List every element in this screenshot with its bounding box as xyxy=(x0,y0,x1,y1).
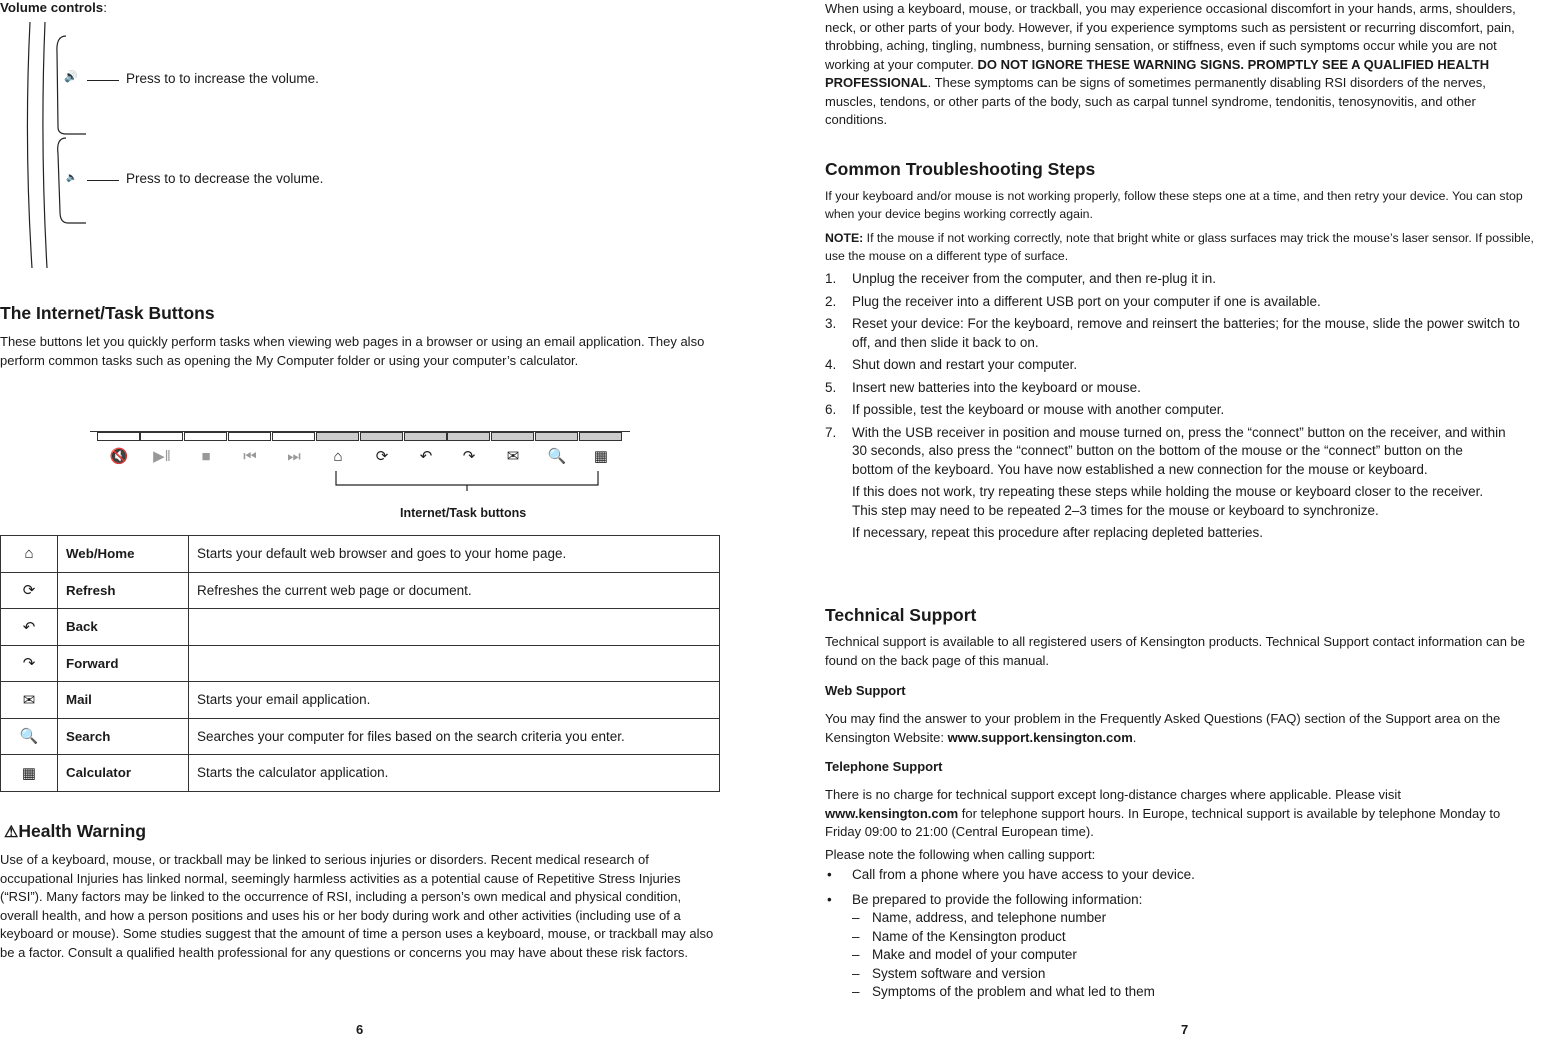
list-item: 2. Plug the receiver into a different USB port on your computer if one is available. xyxy=(825,293,1321,309)
internet-buttons-label: Internet/Task buttons xyxy=(400,506,527,520)
home-icon: ⌂ xyxy=(1,536,58,573)
home-icon: ⌂ xyxy=(333,448,343,465)
list-item: – Make and model of your computer xyxy=(852,947,1077,962)
button-description: Starts the calculator application. xyxy=(189,755,720,792)
list-item: – Name, address, and telephone number xyxy=(852,910,1107,925)
web-support-text: You may find the answer to your problem in the Frequently Asked Questions (FAQ) section of the Support area on the Kensington Website: www.support.kensington.com. xyxy=(825,711,1501,745)
button-name: Calculator xyxy=(58,755,189,792)
list-item: – System software and version xyxy=(852,965,1046,981)
health-warning-continued: When using a keyboard, mouse, or trackball, you may experience occasional discomfort in your hands, arms, shoulders, neck, or other parts of your body. However, if you experience symptoms such as persistent or recurring discomfort, pain, throbbing, aching, tingling, numbness, burning sensation, or stiffness, even if such symptoms occur while you are not working at your computer. DO NOT IGNORE THESE WARNING SIGNS. PROMPTLY SEE A QUALIFIED HEALTH PROFESSIONAL. These symptoms can be signs of sometimes permanently disabling RSI disorders of the nerves, muscles, tendons, or other parts of the body, such as carpal tunnel syndrome, tendonitis, tenosynovitis, and other conditions. xyxy=(825,1,1516,127)
next-icon: ⏭ xyxy=(287,448,301,465)
volume-up-label: Press to to increase the volume. xyxy=(126,71,319,86)
table-row xyxy=(1,755,720,792)
volume-down-label: Press to to decrease the volume. xyxy=(126,171,324,186)
list-item: 7. With the USB receiver in position and mouse turned on, press the “connect” button on the receiver, and within 30 seconds, also press the “connect” button on the bottom of the mouse or the “connect” button on the bottom of the keyboard. You have now established a new connection for the mouse or keyboard. xyxy=(825,424,1506,477)
telephone-support-text: There is no charge for technical support except long-distance charges where applicable. Please visit www.kensington.com for telephone support hours. In Europe, technical support is available by telephone Monday to Friday 09:00 to 21:00 (Central European time). xyxy=(825,787,1501,839)
refresh-icon: ⟳ xyxy=(1,572,58,609)
forward-icon: ↷ xyxy=(462,448,476,465)
mail-icon: ✉ xyxy=(506,448,520,465)
list-item: 6. If possible, test the keyboard or mouse with another computer. xyxy=(825,402,1225,417)
button-description xyxy=(189,645,720,682)
troubleshooting-intro: If your keyboard and/or mouse is not working properly, follow these steps one at a time, and then retry your device. You can stop when your device begins working correctly again. xyxy=(825,189,1523,221)
speaker-loud-icon: 🔊 xyxy=(64,71,78,83)
internet-buttons-intro: These buttons let you quickly perform tasks when viewing web pages in a browser or using an email application. They also perform common tasks such as opening the My Computer folder or using your computer’s calculator. xyxy=(0,334,705,368)
keyboard-strip-diagram xyxy=(90,424,630,504)
troubleshooting-steps xyxy=(825,270,1537,547)
right-page xyxy=(825,0,1537,1040)
key-7 xyxy=(360,432,403,441)
key-1 xyxy=(97,432,140,441)
kensington-url-link[interactable]: www.kensington.com xyxy=(825,805,959,821)
calculator-icon: ▦ xyxy=(1,755,58,792)
troubleshooting-note: NOTE: If the mouse if not working correctly, note that bright white or glass surfaces may trick the mouse’s laser sensor. If possible, use the mouse on a different type of surface. xyxy=(825,231,1534,263)
web-support-heading: Web Support xyxy=(825,683,906,698)
table-row xyxy=(1,645,720,682)
volume-diagram xyxy=(20,22,100,268)
page-number: 6 xyxy=(356,1022,364,1037)
key-6 xyxy=(316,432,359,441)
internet-buttons-table xyxy=(0,535,720,792)
internet-buttons-heading: The Internet/Task Buttons xyxy=(0,303,215,323)
search-icon: 🔍 xyxy=(547,448,567,465)
left-page xyxy=(0,0,760,1040)
list-item: 5. Insert new batteries into the keyboard or mouse. xyxy=(825,379,1141,395)
search-icon: 🔍 xyxy=(1,718,58,755)
button-description: Searches your computer for files based on the search criteria you enter. xyxy=(189,718,720,755)
back-icon: ↶ xyxy=(1,609,58,646)
technical-support-heading: Technical Support xyxy=(825,605,977,625)
volume-up-callout-line xyxy=(87,80,119,81)
button-name: Back xyxy=(58,609,189,646)
button-description: Refreshes the current web page or document. xyxy=(189,572,720,609)
key-11 xyxy=(535,432,578,441)
troubleshooting-retry: If this does not work, try repeating these steps while holding the mouse or keyboard closer to the receiver. This step may need to be repeated 2–3 times for the mouse or keyboard to synchronize. xyxy=(852,484,1484,518)
forward-icon: ↷ xyxy=(1,645,58,682)
button-name: Forward xyxy=(58,645,189,682)
health-warning-text: Use of a keyboard, mouse, or trackball may be linked to serious injuries or disorders. Recent medical research of occupational Injuries has linked normal, seemingly harmless activities as a potential cause of Repetitive Stress Injuries (“RSI”). Many factors may be linked to the occurrence of RSI, including a person’s own medical and physical condition, overall health, and how a person positions and uses his or her body during work and other activities (including use of a keyboard or mouse). Some studies suggest that the amount of time a person uses a keyboard, mouse, or trackball may also be a factor. Consult a qualified health professional for any questions or concerns you may have about these risk factors. xyxy=(0,852,714,960)
list-item: • Call from a phone where you have access to your device. xyxy=(827,867,1195,882)
troubleshooting-heading: Common Troubleshooting Steps xyxy=(825,159,1096,179)
troubleshooting-batteries: If necessary, repeat this procedure after replacing depleted batteries. xyxy=(852,525,1263,540)
button-description: Starts your default web browser and goes to your home page. xyxy=(189,536,720,573)
key-10 xyxy=(491,432,534,441)
list-item: 3. Reset your device: For the keyboard, remove and reinsert the batteries; for the mouse, slide the power switch to off, and then slide it back to on. xyxy=(825,316,1520,350)
table-row xyxy=(1,609,720,646)
button-name: Mail xyxy=(58,682,189,719)
health-warning-heading: ⚠Health Warning xyxy=(4,821,147,841)
mail-icon: ✉ xyxy=(1,682,58,719)
speaker-soft-icon: 🔈 xyxy=(66,172,78,182)
key-9 xyxy=(447,432,490,441)
telephone-support-heading: Telephone Support xyxy=(825,759,943,774)
table-row xyxy=(1,572,720,609)
volume-heading: Volume controls: xyxy=(0,0,107,15)
key-3 xyxy=(184,432,227,441)
calling-support-note: Please note the following when calling support: xyxy=(825,847,1096,862)
key-2 xyxy=(140,432,183,441)
table-row xyxy=(1,536,720,573)
list-item: – Name of the Kensington product xyxy=(852,928,1066,944)
previous-icon: ⏮ xyxy=(243,448,257,465)
list-item: – Symptoms of the problem and what led to them xyxy=(852,984,1155,999)
list-item: 4. Shut down and restart your computer. xyxy=(825,357,1078,372)
list-item: • Be prepared to provide the following information: xyxy=(827,891,1143,907)
volume-down-callout-line xyxy=(87,180,119,181)
calculator-icon: ▦ xyxy=(593,448,609,465)
key-8 xyxy=(404,432,447,441)
button-description: Starts your email application. xyxy=(189,682,720,719)
table-row xyxy=(1,682,720,719)
play-pause-icon: ▶‖ xyxy=(153,448,171,465)
support-url-link[interactable]: www.support.kensington.com xyxy=(947,729,1133,745)
internet-buttons-bracket xyxy=(330,471,610,491)
list-item: 1. Unplug the receiver from the computer, and then re-plug it in. xyxy=(825,271,1216,286)
button-description xyxy=(189,609,720,646)
back-icon: ↶ xyxy=(419,448,433,465)
page-number: 7 xyxy=(1181,1022,1189,1037)
key-5 xyxy=(272,432,315,441)
refresh-icon: ⟳ xyxy=(375,448,389,465)
mute-icon: 🔇 xyxy=(109,448,129,465)
button-name: Web/Home xyxy=(58,536,189,573)
table-row xyxy=(1,718,720,755)
key-4 xyxy=(228,432,271,441)
button-name: Refresh xyxy=(58,572,189,609)
button-name: Search xyxy=(58,718,189,755)
warning-triangle-icon: ⚠ xyxy=(4,824,19,841)
technical-support-intro: Technical support is available to all registered users of Kensington products. Technical Support contact information can be found on the back page of this manual. xyxy=(825,634,1525,668)
key-12 xyxy=(579,432,622,441)
stop-icon: ■ xyxy=(201,448,211,465)
support-checklist xyxy=(825,866,1537,1002)
